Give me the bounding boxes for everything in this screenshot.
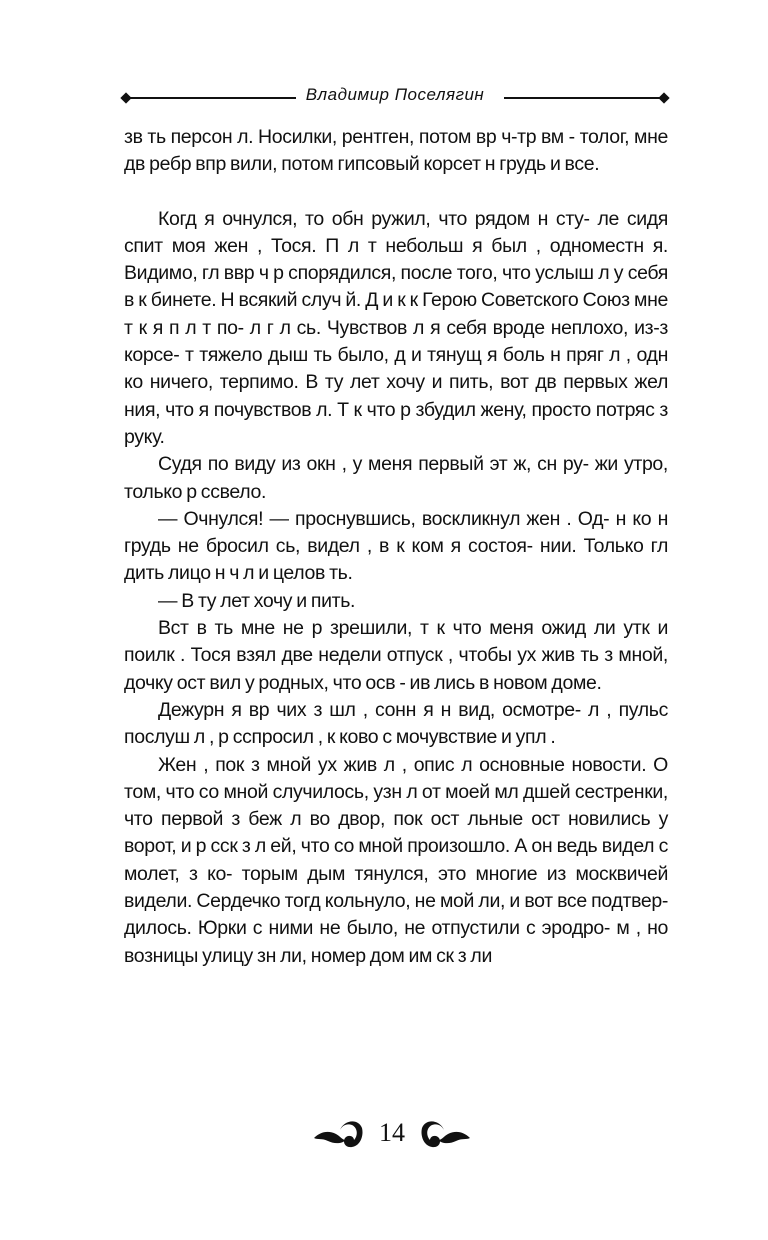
ornament-right-icon — [420, 1116, 472, 1150]
paragraph-3: Судя по виду из окн , у меня первый эт ж, сн ру- жи утро, только р ссвело. — [124, 453, 668, 503]
paragraph-2: Когд я очнулся, то обн ружил, что рядом н сту- ле сидя спит моя жен , Тося. П л т небольш я был , одноместн я. Видимо, гл ввр ч р спорядился, после того, что услыш л у себя в к бинете. Н всякий случ й. Д и к к Герою Советского Союз мне т к я п л т по- л г л сь. Чувствов л я себя вроде неплохо, из-з корсе- т тяжело дыш ть было, д и тянущ я боль н пряг л , одн ко ничего, терпимо. В ту лет хочу и пить, вот дв первых жел ния, что я почувствов л. Т к что р збудил жену, просто потряс з руку. — [124, 207, 668, 448]
header-rule-right — [504, 97, 662, 99]
paragraph-7: Дежурн я вр чих з шл , сонн я н вид, осмотре- л , пульс послуш л , р сспросил , к ково с мочувствие и упл . — [124, 698, 668, 749]
page-body — [124, 124, 668, 970]
paragraph-4: — Очнулся! — проснувшись, воскликнул жен . Од- н ко н грудь не бросил сь, видел , в к ком я состоя- нии. Только гл дить лицо н ч л и целов ть. — [124, 507, 668, 585]
running-header — [122, 82, 668, 112]
page-number: 14 — [379, 1118, 405, 1147]
header-author: Владимир Поселягин — [305, 85, 485, 104]
page-footer — [0, 1112, 768, 1156]
paragraph-5: — В ту лет хочу и пить. — [158, 589, 356, 612]
paragraph-1: зв ть персон л. Носилки, рентген, потом вр ч-тр вм - толог, мне дв ребр впр вили, потом гипсовый корсет н грудь и все. — [124, 126, 668, 176]
paragraph-8: Жен , пок з мной ух жив л , опис л основные новости. О том, что со мной случилось, узн л от моей мл дшей сестренки, что первой з беж л во двор, пок ост льные ост новились у ворот, и р сск з л ей, что со мной произошло. А он ведь видел с молет, з ко- торым дым тянулся, это многие из москвичей видели. Сердечко тогд кольнуло, не мой ли, и вот все подтвер- дилось. Юрки с ними не было, не отпустили с эродро- м , но возницы улицу зн ли, номер дом им ск з ли — [124, 753, 668, 967]
ornament-left-icon — [312, 1116, 364, 1150]
paragraph-6: Вст в ть мне не р зрешили, т к что меня ожид ли утк и поилк . Тося взял две недели отпуск , чтобы ух жив ть з мной, дочку ост вил у родных, что осв - ив лись в новом доме. — [124, 617, 668, 694]
